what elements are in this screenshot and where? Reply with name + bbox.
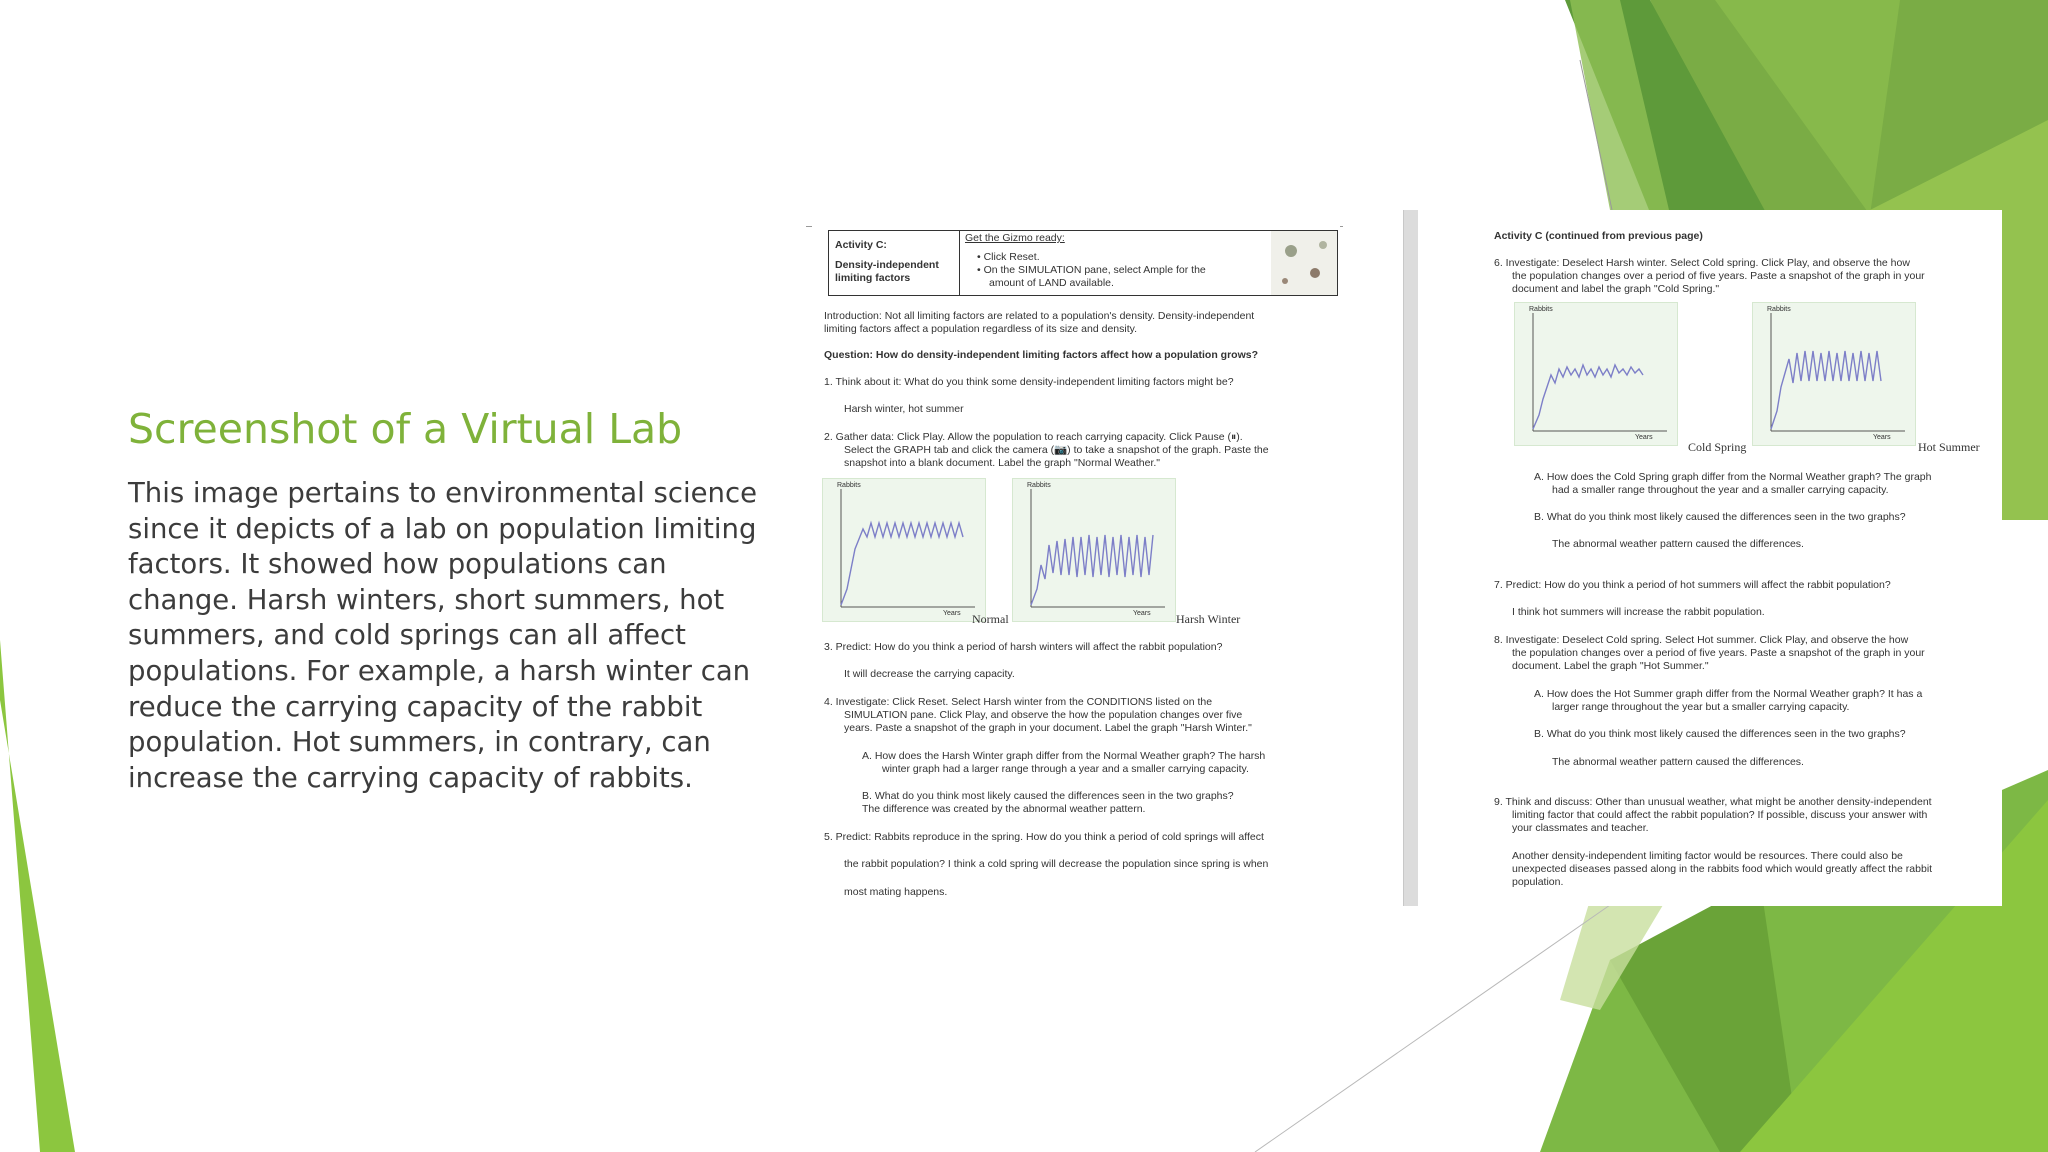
q2-line-2: Select the GRAPH tab and click the camera (📷) to take a snapshot of the graph. Paste the (844, 444, 1269, 456)
q4a-line-2: winter graph had a larger range through a year and a smaller carrying capacity. (882, 763, 1249, 775)
activity-header-table (828, 230, 1338, 296)
q1-text: 1. Think about it: What do you think some density-independent limiting factors might be? (824, 376, 1234, 388)
intro-line-2: limiting factors affect a population regardless of its size and density. (824, 323, 1138, 335)
graph-normal-weather (822, 478, 986, 622)
graph-y-label: Rabbits (1027, 482, 1051, 489)
q5-line-2: the rabbit population? I think a cold spring will decrease the population since spring is when (844, 858, 1269, 870)
activity-topic-2: limiting factors (835, 272, 911, 284)
q4a-line-1: A. How does the Harsh Winter graph differ from the Normal Weather graph? The harsh (862, 750, 1266, 762)
q9-answer-1: Another density-independent limiting factor would be resources. There could also be (1512, 850, 1903, 862)
q7-answer: I think hot summers will increase the rabbit population. (1512, 606, 1765, 618)
q3-answer: It will decrease the carrying capacity. (844, 668, 1015, 680)
bullet-ample-2: amount of LAND available. (989, 277, 1114, 289)
graph-x-label: Years (1873, 434, 1891, 441)
bullet-reset: • Click Reset. (977, 251, 1040, 263)
q6-line-2: the population changes over a period of five years. Paste a snapshot of the graph in your (1512, 270, 1925, 282)
q5-line-3: most mating happens. (844, 886, 948, 898)
q6a-line-1: A. How does the Cold Spring graph differ from the Normal Weather graph? The graph (1534, 471, 1932, 483)
label-hot-summer: Hot Summer (1918, 440, 1980, 454)
label-normal: Normal (972, 612, 1009, 626)
intro-line-1: Introduction: Not all limiting factors are related to a population's density. Density-independent (824, 310, 1255, 322)
q2-line-1: 2. Gather data: Click Play. Allow the population to reach carrying capacity. Click Pause (⏸). (824, 431, 1243, 443)
q4-line-3: years. Paste a snapshot of the graph in your document. Label the graph "Harsh Winter." (844, 722, 1252, 734)
slide-title: Screenshot of a Virtual Lab (128, 405, 683, 453)
q5-line-1: 5. Predict: Rabbits reproduce in the spring. How do you think a period of cold springs will affect (824, 831, 1264, 843)
q6b-answer: The abnormal weather pattern caused the differences. (1552, 538, 1804, 550)
q8-line-2: the population changes over a period of five years. Paste a snapshot of the graph in your (1512, 647, 1925, 659)
q6-line-3: document and label the graph "Cold Spring." (1512, 283, 1720, 295)
q8-line-1: 8. Investigate: Deselect Cold spring. Select Hot summer. Click Play, and observe the how (1494, 634, 1909, 646)
q9-line-2: limiting factor that could affect the rabbit population? If possible, discuss your answer with (1512, 809, 1928, 821)
q8b-text: B. What do you think most likely caused the differences seen in the two graphs? (1534, 728, 1906, 740)
activity-topic: Density-independent (835, 259, 939, 271)
graph-x-label: Years (1133, 610, 1151, 617)
graph-x-label: Years (943, 610, 961, 617)
gizmo-ready: Get the Gizmo ready: (965, 232, 1065, 244)
q7-text: 7. Predict: How do you think a period of hot summers will affect the rabbit population? (1494, 579, 1891, 591)
q3-text: 3. Predict: How do you think a period of harsh winters will affect the rabbit population? (824, 641, 1223, 653)
label-harsh-winter: Harsh Winter (1176, 612, 1241, 626)
q9-line-1: 9. Think and discuss: Other than unusual weather, what might be another density-independent (1494, 796, 1932, 808)
graph-y-label: Rabbits (1529, 306, 1553, 313)
gizmo-thumbnail (1271, 231, 1337, 295)
graph-harsh-winter (1012, 478, 1176, 622)
graph-hot-summer (1752, 302, 1916, 446)
q8a-line-2: larger range throughout the year but a smaller carrying capacity. (1552, 701, 1850, 713)
worksheet-page-1 (812, 210, 1340, 906)
question-text: Question: How do density-independent limiting factors affect how a population grows? (824, 349, 1259, 361)
q6a-line-2: had a smaller range throughout the year and a smaller carrying capacity. (1552, 484, 1889, 496)
slide-body-text: This image pertains to environmental science since it depicts of a lab on population limiting factors. It showed how populations can change. Harsh winters, short summers, hot summers, and cold springs can all affect populations. For example, a harsh winter can reduce the carrying capacity of the rabbit population. Hot summers, in contrary, can increase the carrying capacity of rabbits. (128, 477, 757, 794)
page-gutter (1403, 210, 1418, 906)
q1-answer: Harsh winter, hot summer (844, 403, 964, 415)
q4b-line-1: B. What do you think most likely caused the differences seen in the two graphs? (862, 790, 1234, 802)
q6b-text: B. What do you think most likely caused the differences seen in the two graphs? (1534, 511, 1906, 523)
q2-line-3: snapshot into a blank document. Label the graph "Normal Weather." (844, 457, 1161, 469)
q4-line-1: 4. Investigate: Click Reset. Select Harsh winter from the CONDITIONS listed on the (824, 696, 1213, 708)
bullet-ample: • On the SIMULATION pane, select Ample for the (977, 264, 1206, 276)
worksheet-page-2 (1476, 210, 2002, 906)
label-cold-spring: Cold Spring (1688, 440, 1747, 454)
activity-label: Activity C: (835, 239, 887, 251)
graph-cold-spring (1514, 302, 1678, 446)
q9-answer-2: unexpected diseases passed along in the rabbits food which would greatly affect the rabbit (1512, 863, 1933, 875)
q4b-line-2: The difference was created by the abnormal weather pattern. (862, 803, 1146, 815)
page2-heading: Activity C (continued from previous page) (1494, 230, 1703, 242)
q8b-answer: The abnormal weather pattern caused the differences. (1552, 756, 1804, 768)
q6-line-1: 6. Investigate: Deselect Harsh winter. Select Cold spring. Click Play, and observe the how (1494, 257, 1910, 269)
q8-line-3: document. Label the graph "Hot Summer." (1512, 660, 1709, 672)
graph-x-label: Years (1635, 434, 1653, 441)
q9-answer-3: population. (1512, 876, 1564, 888)
q9-line-3: your classmates and teacher. (1512, 822, 1649, 834)
q8a-line-1: A. How does the Hot Summer graph differ from the Normal Weather graph? It has a (1534, 688, 1923, 700)
graph-y-label: Rabbits (837, 482, 861, 489)
q4-line-2: SIMULATION pane. Click Play, and observe the how the population changes over five (844, 709, 1243, 721)
graph-y-label: Rabbits (1767, 306, 1791, 313)
